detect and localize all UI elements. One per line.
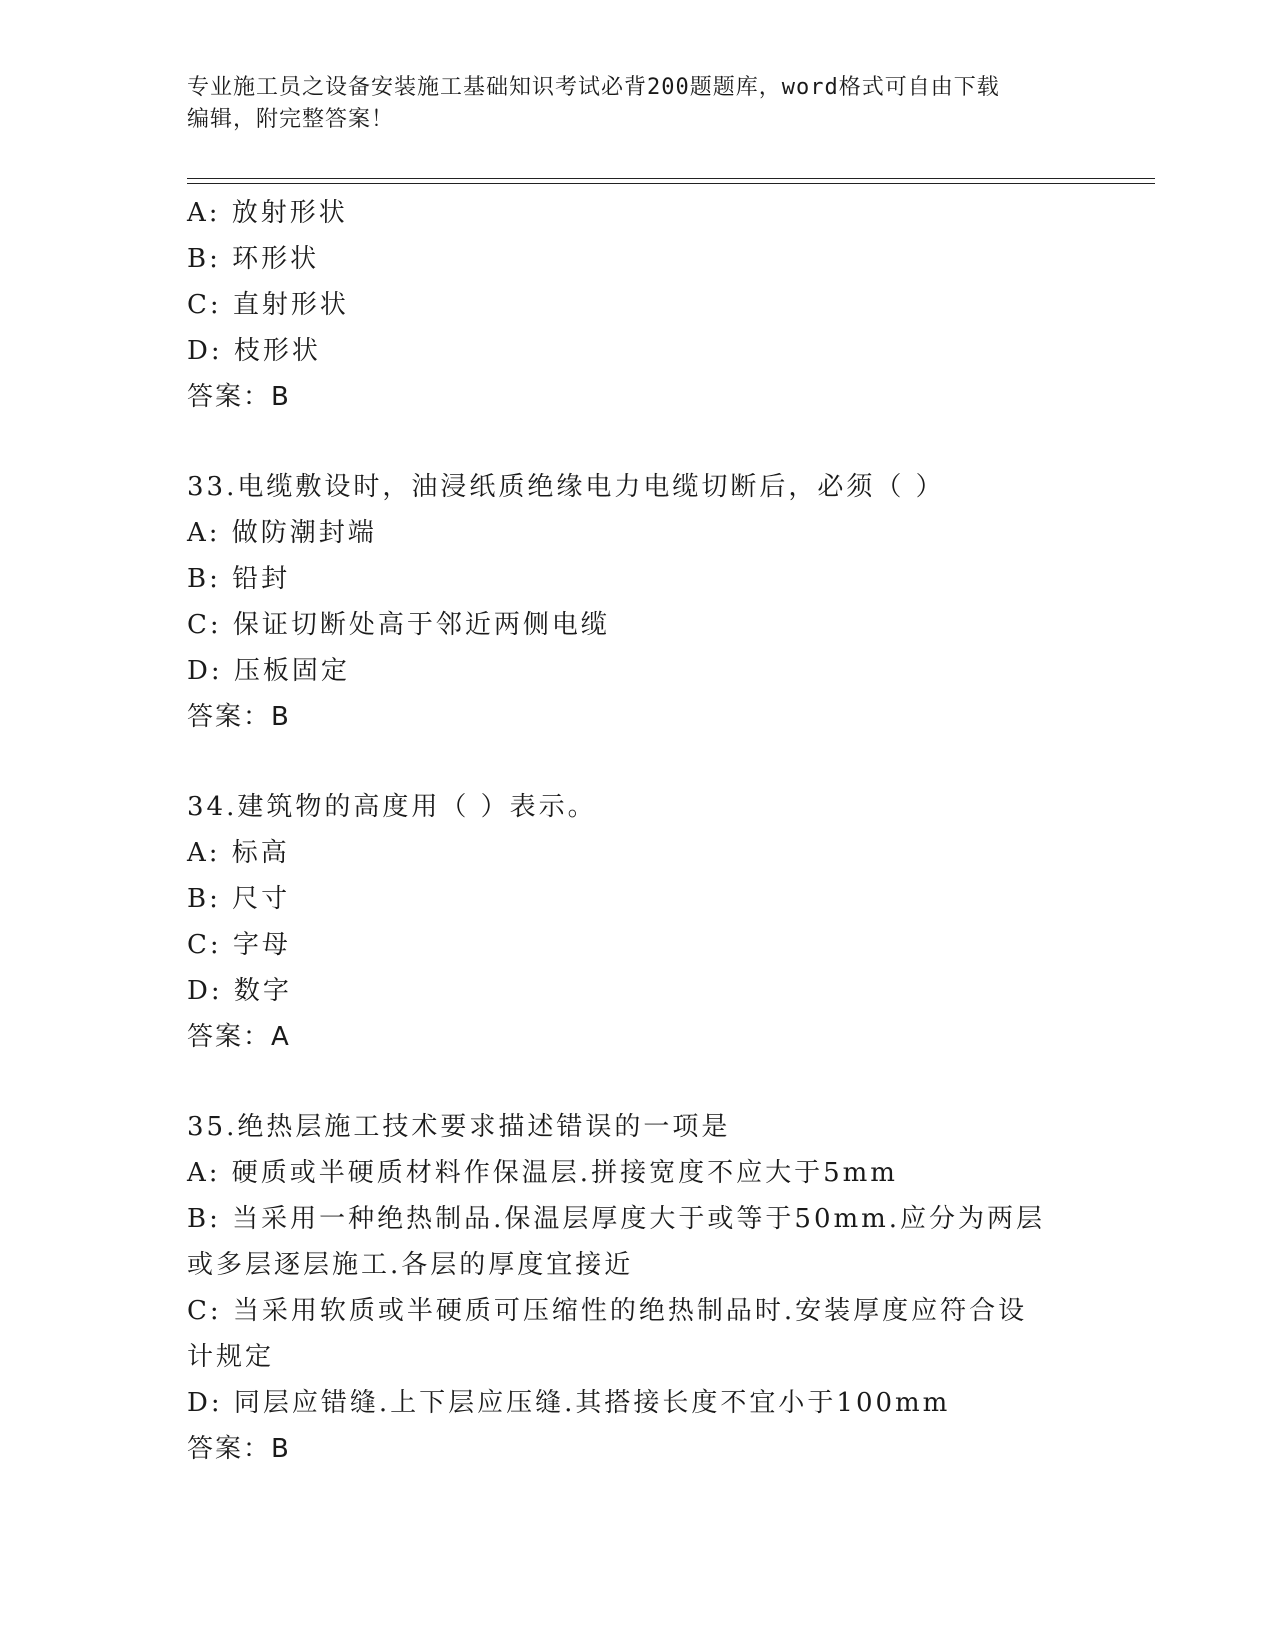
option-b: B: 当采用一种绝热制品.保温层厚度大于或等于50mm.应分为两层或多层逐层施工.各层的厚度宜接近 (187, 1204, 1046, 1280)
answer: 答案：B (187, 1434, 291, 1464)
option-d: D: 数字 (187, 976, 292, 1006)
option-c: C: 直射形状 (187, 290, 349, 320)
question-block (187, 464, 1087, 740)
question-stem: 35.绝热层施工技术要求描述错误的一项是 (187, 1112, 731, 1142)
answer: 答案：A (187, 1022, 291, 1052)
header-divider-2 (187, 183, 1155, 184)
option-a: A: 做防潮封端 (187, 518, 377, 548)
option-a: A: 标高 (187, 838, 290, 868)
question-block (187, 1104, 1087, 1472)
answer: 答案：B (187, 702, 291, 732)
document-header (187, 72, 1067, 136)
answer: 答案：B (187, 382, 291, 412)
option-a: A: 放射形状 (187, 198, 348, 228)
header-line-1: 专业施工员之设备安装施工基础知识考试必背200题题库，word格式可自由下载 (187, 75, 1000, 100)
option-d: D: 压板固定 (187, 656, 350, 686)
header-line-2: 编辑，附完整答案！ (187, 107, 395, 132)
question-block (187, 784, 1087, 1060)
option-d: D: 同层应错缝.上下层应压缝.其搭接长度不宜小于100mm (187, 1388, 951, 1418)
header-divider (187, 178, 1155, 179)
option-c: C: 当采用软质或半硬质可压缩性的绝热制品时.安装厚度应符合设计规定 (187, 1296, 1028, 1372)
option-b: B: 尺寸 (187, 884, 291, 914)
option-b: B: 铅封 (187, 564, 291, 594)
question-stem: 33.电缆敷设时，油浸纸质绝缘电力电缆切断后，必须（ ） (187, 472, 945, 502)
option-d: D: 枝形状 (187, 336, 321, 366)
option-a: A: 硬质或半硬质材料作保温层.拼接宽度不应大于5mm (187, 1158, 898, 1188)
option-b: B: 环形状 (187, 244, 320, 274)
question-list (187, 190, 1087, 1472)
option-c: C: 字母 (187, 930, 291, 960)
question-stem: 34.建筑物的高度用（ ）表示。 (187, 792, 597, 822)
question-block (187, 190, 1087, 420)
option-c: C: 保证切断处高于邻近两侧电缆 (187, 610, 610, 640)
